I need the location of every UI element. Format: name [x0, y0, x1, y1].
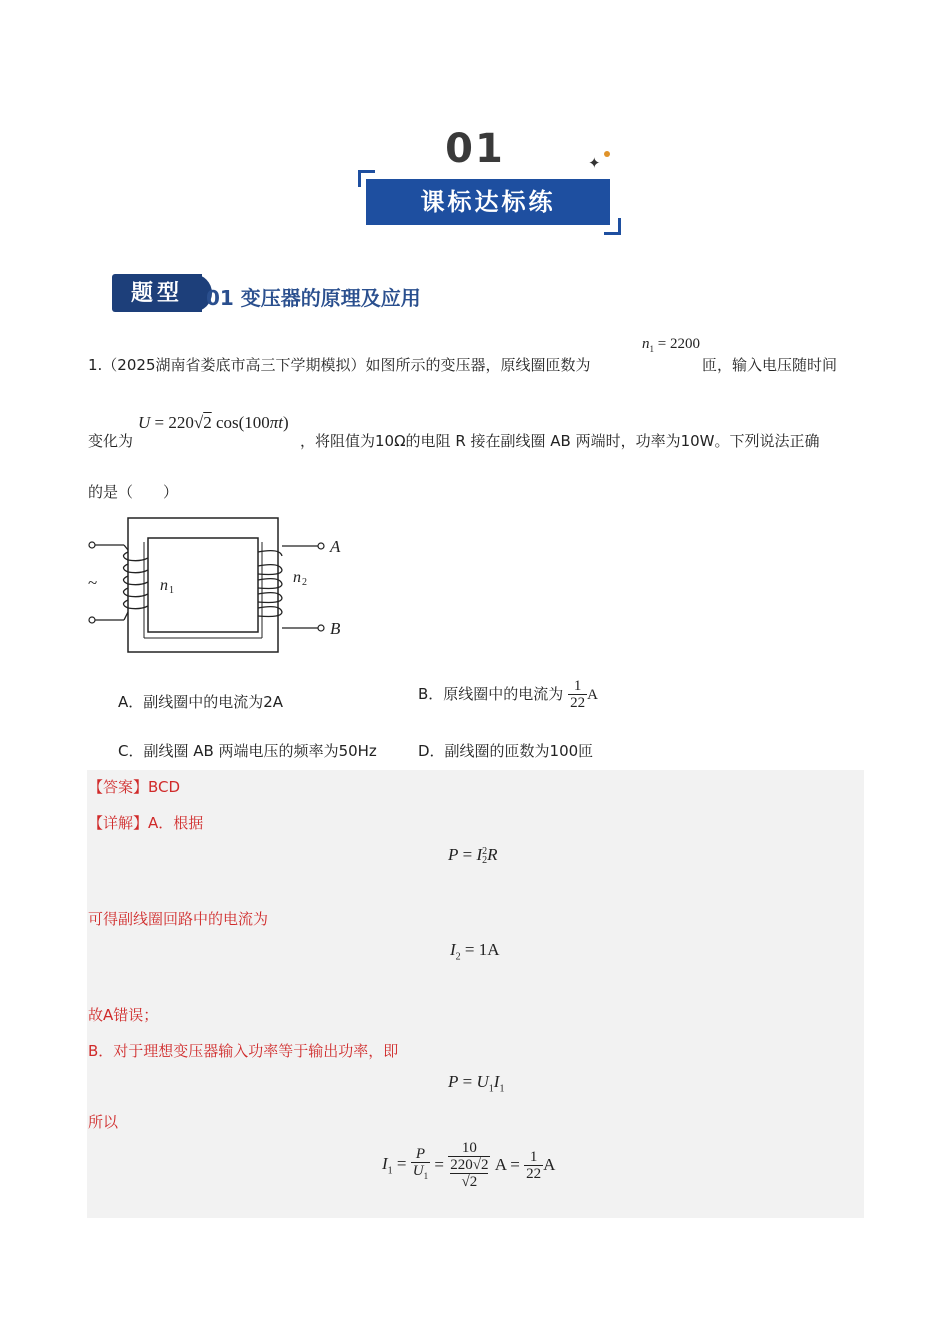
sparkle-icon: ✦: [588, 154, 601, 172]
equation-4: $I_1$ = $\frac{P}{U_1}$ = 10 220√2 √2 A = $\frac{1}{22}$ A: [382, 1140, 556, 1190]
option-a: A．副线圈中的电流为2A: [118, 693, 284, 711]
terminal-a: [318, 543, 324, 549]
label-n2: n: [293, 569, 301, 586]
eq4-fraction-1: $\frac{P}{U_1}$: [412, 1146, 429, 1181]
equation-1: P = I 2 2 R: [448, 845, 498, 867]
terminal-in-top: [89, 542, 95, 548]
terminal-b: [318, 625, 324, 631]
eq4-fraction-3: $\frac{1}{22}$: [526, 1148, 542, 1182]
equation-3: $P = U_1I_1$: [448, 1072, 505, 1095]
question-line-1-suffix: 匝，输入电压随时间: [702, 356, 838, 374]
dot-icon: [604, 151, 610, 157]
terminal-in-bottom: [89, 617, 95, 623]
question-line-2-prefix: 变化为: [88, 432, 134, 450]
option-b-fraction: $\frac{1}{22}$: [570, 678, 586, 711]
detail-line: 【详解】A．根据: [88, 814, 204, 832]
option-b-unit: A: [587, 687, 598, 703]
text-so: 所以: [88, 1113, 119, 1131]
answer-line: 【答案】BCD: [88, 778, 181, 796]
label-n1: n: [160, 577, 168, 594]
label-n1-sub: 1: [169, 585, 174, 596]
text-b-power: B．对于理想变压器输入功率等于输出功率，即: [88, 1042, 399, 1060]
ac-symbol: ~: [88, 573, 98, 592]
option-d: D．副线圈的匝数为100匝: [418, 742, 594, 760]
equation-2: $I_2 = 1A$: [450, 940, 500, 963]
section-tag: 题型: [130, 280, 183, 306]
text-current: 可得副线圈回路中的电流为: [88, 910, 269, 928]
section-title: 01 变压器的原理及应用: [206, 286, 421, 310]
label-b: B: [330, 619, 341, 638]
eq4-fraction-2: 10 220√2 √2: [450, 1140, 489, 1190]
question-line-2-suffix: ，将阻值为10Ω的电阻 R 接在副线圈 AB 两端时，功率为10W。下列说法正确: [300, 432, 820, 450]
label-a: A: [330, 537, 341, 556]
math-n1: $n_1 = 2200$: [642, 336, 700, 354]
question-line-3: 的是（ ）: [88, 483, 179, 501]
transformer-figure: [86, 512, 356, 660]
label-n2-sub: 2: [302, 577, 307, 588]
badge-label: 课标达标练: [420, 188, 556, 216]
option-b-prefix: B．原线圈中的电流为: [418, 685, 564, 703]
text-a-wrong: 故A错误；: [88, 1006, 159, 1024]
question-line-1-prefix: 1.（2025湖南省娄底市高三下学期模拟）如图所示的变压器，原线圈匝数为: [88, 356, 591, 374]
math-voltage: U = 220√2 cos(100πt): [138, 413, 289, 432]
option-c: C．副线圈 AB 两端电压的频率为50Hz: [118, 742, 377, 760]
option-b: [418, 678, 598, 711]
section-number: 01: [445, 126, 505, 172]
